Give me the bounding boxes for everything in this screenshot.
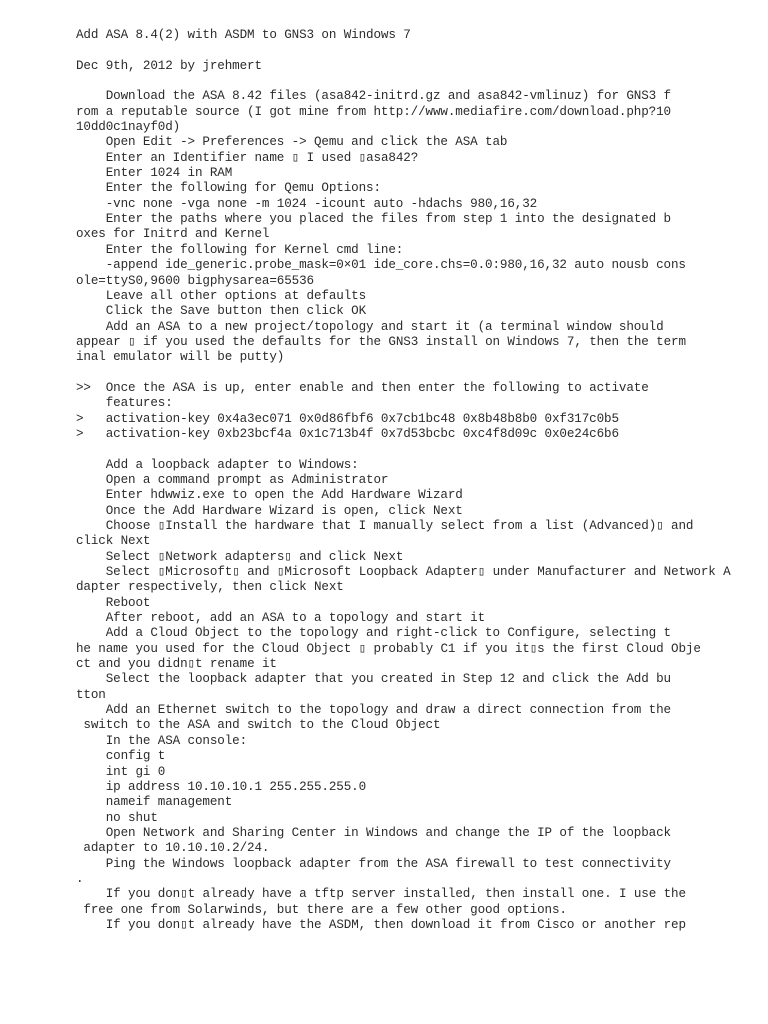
text-line: Ping the Windows loopback adapter from the ASA firewall to test connectivity: [76, 856, 671, 871]
text-line: Add a Cloud Object to the topology and right-click to Configure, selecting t: [76, 626, 671, 641]
text-line: config t: [76, 749, 166, 764]
text-line: .: [76, 871, 84, 886]
text-line: rom a reputable source (I got mine from http://www.mediafire.com/download.php?10: [76, 104, 671, 119]
text-line: If you don▯t already have a tftp server installed, then install one. I use the: [76, 887, 686, 902]
text-line: Open Edit -> Preferences -> Qemu and click the ASA tab: [76, 135, 508, 150]
text-line: he name you used for the Cloud Object ▯ probably C1 if you it▯s the first Cloud Obje: [76, 641, 701, 656]
text-line: switch to the ASA and switch to the Cloud Object: [76, 718, 441, 733]
text-line: Enter hdwwiz.exe to open the Add Hardware Wizard: [76, 488, 463, 503]
text-line: [76, 43, 756, 58]
document-page: [76, 28, 756, 933]
text-line: > activation-key 0x4a3ec071 0x0d86fbf6 0x7cb1bc48 0x8b48b8b0 0xf317c0b5: [76, 411, 619, 426]
text-line: features:: [76, 396, 173, 411]
text-line: Select ▯Network adapters▯ and click Next: [76, 549, 404, 564]
text-line: Enter the following for Kernel cmd line:: [76, 242, 404, 257]
text-line: ole=ttyS0,9600 bigphysarea=65536: [76, 273, 314, 288]
text-line: Add an ASA to a new project/topology and start it (a terminal window should: [76, 319, 664, 334]
text-line: Reboot: [76, 595, 151, 610]
text-line: inal emulator will be putty): [76, 350, 285, 365]
text-line: int gi 0: [76, 764, 166, 779]
text-line: dapter respectively, then click Next: [76, 580, 344, 595]
text-line: Leave all other options at defaults: [76, 288, 367, 303]
text-line: 10dd0c1nayf0d): [76, 120, 181, 135]
text-line: >> Once the ASA is up, enter enable and then enter the following to activate: [76, 380, 649, 395]
byline: Dec 9th, 2012 by jrehmert: [76, 58, 262, 73]
text-line: Enter an Identifier name ▯ I used ▯asa842?: [76, 150, 419, 165]
text-line: oxes for Initrd and Kernel: [76, 227, 270, 242]
text-line: In the ASA console:: [76, 733, 248, 748]
text-line: Select ▯Microsoft▯ and ▯Microsoft Loopback Adapter▯ under Manufacturer and Network A: [76, 565, 731, 580]
text-line: click Next: [76, 534, 151, 549]
text-line: Add an Ethernet switch to the topology and draw a direct connection from the: [76, 703, 671, 718]
text-line: Enter 1024 in RAM: [76, 166, 233, 181]
text-line: -vnc none -vga none -m 1024 -icount auto -hdachs 980,16,32: [76, 196, 538, 211]
text-line: free one from Solarwinds, but there are a few other good options.: [76, 902, 567, 917]
text-line: [76, 442, 756, 457]
text-line: After reboot, add an ASA to a topology and start it: [76, 611, 486, 626]
text-line: Download the ASA 8.42 files (asa842-initrd.gz and asa842-vmlinuz) for GNS3 f: [76, 89, 671, 104]
text-line: nameif management: [76, 795, 233, 810]
text-line: [76, 74, 756, 89]
text-line: Once the Add Hardware Wizard is open, click Next: [76, 503, 463, 518]
text-line: -append ide_generic.probe_mask=0×01 ide_core.chs=0.0:980,16,32 auto nousb cons: [76, 258, 686, 273]
text-line: ip address 10.10.10.1 255.255.255.0: [76, 779, 367, 794]
text-line: [76, 366, 756, 381]
text-line: Enter the following for Qemu Options:: [76, 181, 381, 196]
text-line: Click the Save button then click OK: [76, 304, 367, 319]
text-line: tton: [76, 687, 106, 702]
text-line: Choose ▯Install the hardware that I manually select from a list (Advanced)▯ and: [76, 519, 694, 533]
text-line: adapter to 10.10.10.2/24.: [76, 841, 270, 856]
text-line: > activation-key 0xb23bcf4a 0x1c713b4f 0x7d53bcbc 0xc4f8d09c 0x0e24c6b6: [76, 426, 619, 441]
text-line: appear ▯ if you used the defaults for the GNS3 install on Windows 7, then the term: [76, 334, 686, 349]
text-line: ct and you didn▯t rename it: [76, 657, 277, 672]
document-title: Add ASA 8.4(2) with ASDM to GNS3 on Windows 7: [76, 28, 411, 42]
text-line: Open Network and Sharing Center in Windows and change the IP of the loopback: [76, 825, 671, 840]
text-line: Select the loopback adapter that you created in Step 12 and click the Add bu: [76, 672, 671, 687]
text-line: If you don▯t already have the ASDM, then download it from Cisco or another rep: [76, 917, 686, 932]
text-line: Enter the paths where you placed the files from step 1 into the designated b: [76, 212, 671, 227]
text-line: Open a command prompt as Administrator: [76, 472, 389, 487]
text-line: Add a loopback adapter to Windows:: [76, 457, 359, 472]
text-line: no shut: [76, 810, 158, 825]
